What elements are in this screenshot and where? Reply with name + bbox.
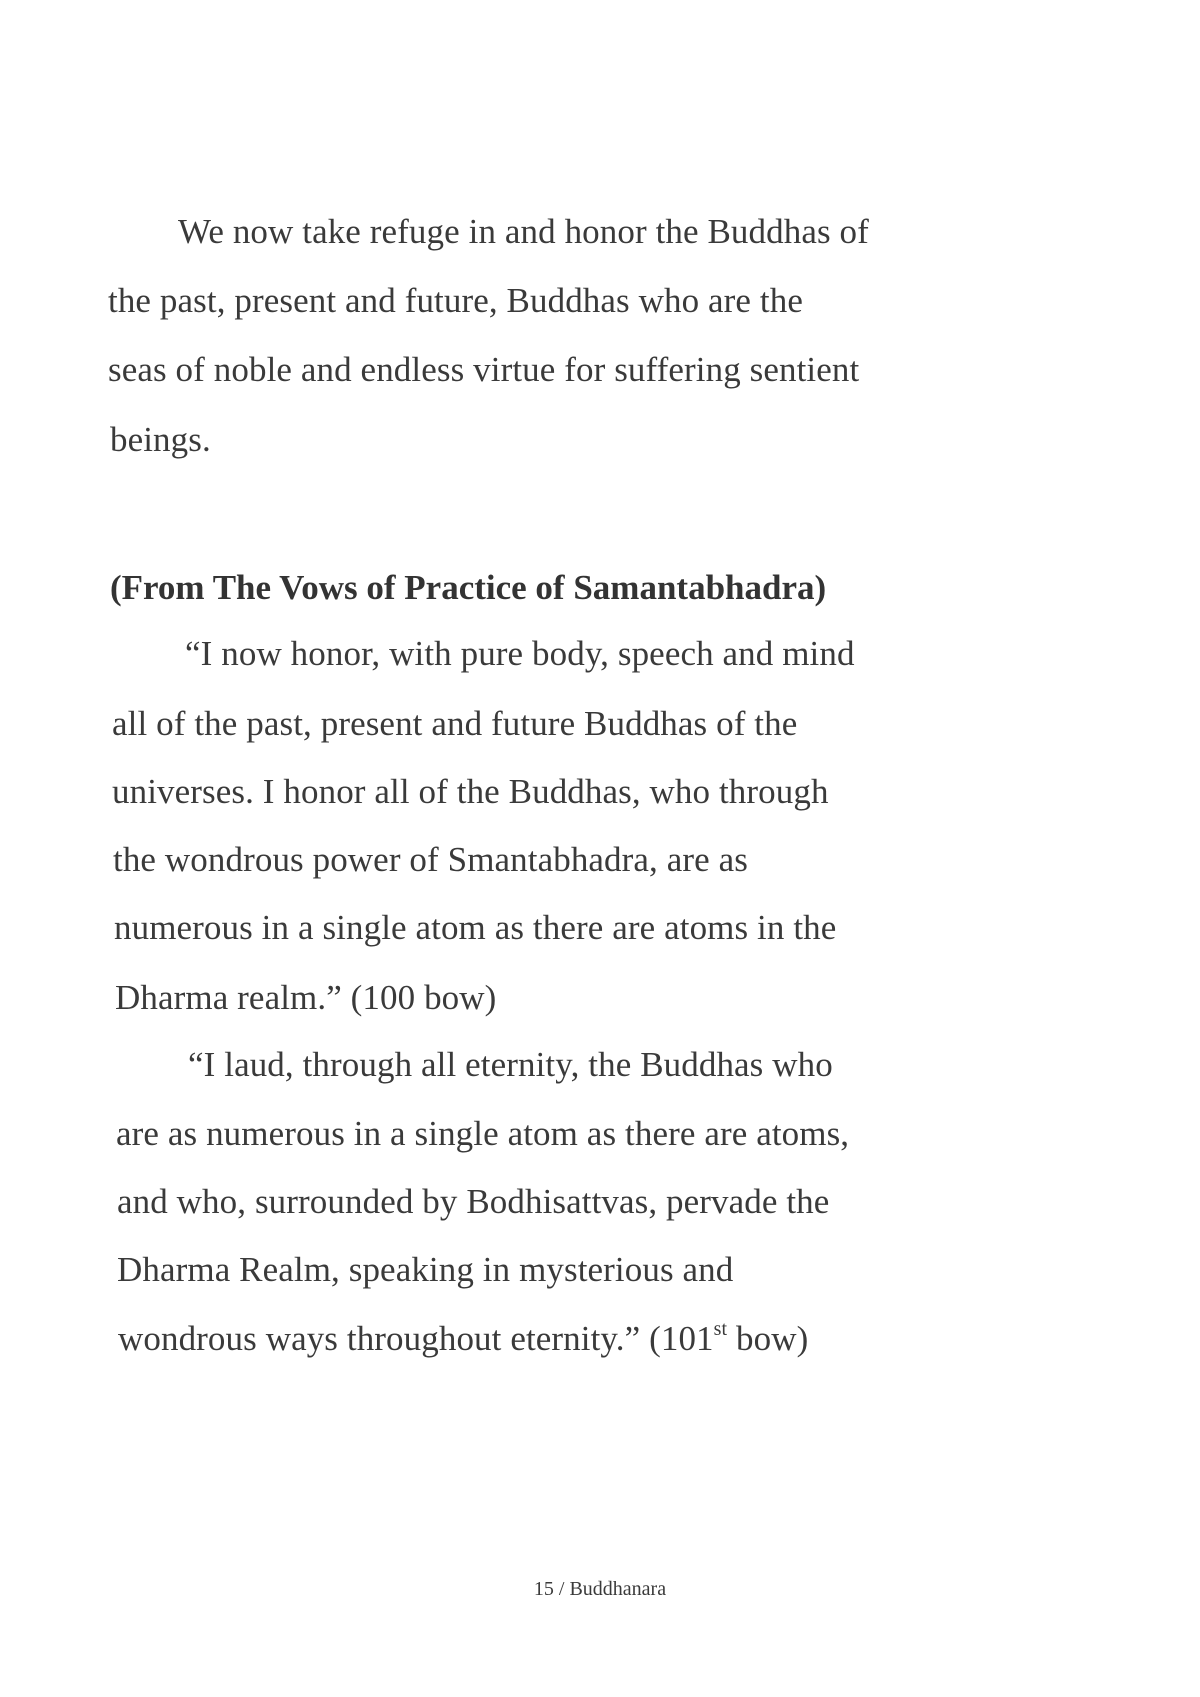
- paragraph3-line-5-text: wondrous ways throughout eternity.” (101: [118, 1319, 714, 1358]
- paragraph1-line-4: beings.: [110, 420, 211, 459]
- paragraph2-line-5: numerous in a single atom as there are atoms in the: [114, 908, 837, 947]
- paragraph3-line-5: [118, 1317, 808, 1361]
- paragraph2-line-2: all of the past, present and future Buddhas of the: [112, 704, 798, 743]
- paragraph2-line-4: the wondrous power of Smantabhadra, are as: [113, 840, 748, 879]
- paragraph1-line-1: We now take refuge in and honor the Buddhas of: [178, 212, 869, 251]
- paragraph3-line-3: and who, surrounded by Bodhisattvas, pervade the: [117, 1182, 830, 1221]
- section-heading: (From The Vows of Practice of Samantabhadra): [110, 568, 827, 607]
- paragraph2-line-1: “I now honor, with pure body, speech and mind: [185, 634, 855, 673]
- paragraph3-line-2: are as numerous in a single atom as there are atoms,: [116, 1114, 850, 1153]
- ordinal-suffix: st: [713, 1318, 728, 1341]
- paragraph2-line-3: universes. I honor all of the Buddhas, who through: [112, 772, 829, 811]
- paragraph3-line-4: Dharma Realm, speaking in mysterious and: [117, 1250, 734, 1289]
- page-footer: 15 / Buddhanara: [533, 1578, 667, 1600]
- paragraph1-line-2: the past, present and future, Buddhas who are the: [108, 281, 803, 320]
- paragraph3-line-5-tail: bow): [727, 1319, 809, 1358]
- paragraph3-line-1: “I laud, through all eternity, the Buddhas who: [188, 1045, 833, 1084]
- paragraph2-line-6: Dharma realm.” (100 bow): [115, 978, 497, 1017]
- paragraph1-line-3: seas of noble and endless virtue for suffering sentient: [108, 350, 860, 389]
